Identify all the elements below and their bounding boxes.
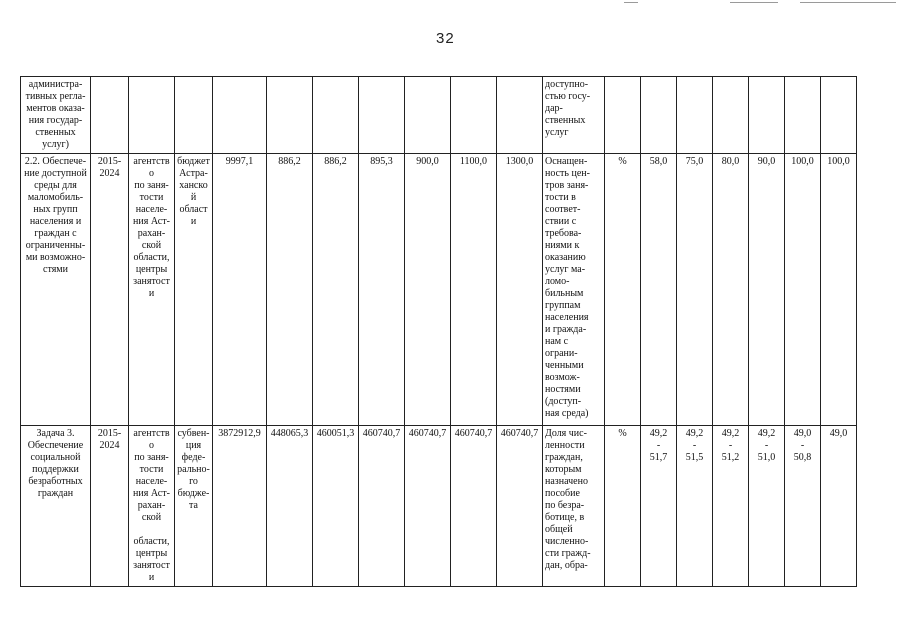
year-amount-cell: 460740,7: [451, 426, 497, 587]
unit-cell: %: [605, 154, 641, 426]
measure-name-cell: Задача 3. Обеспечение социальной поддержки безработных граждан: [21, 426, 91, 587]
year-amount-cell: 460740,7: [497, 426, 543, 587]
target-value-cell: 75,0: [677, 154, 713, 426]
empty-cell: [641, 77, 677, 154]
period-cell: 2015- 2024: [91, 426, 129, 587]
funding-source-cell: субвен- ция феде- рально- го бюдже- та: [175, 426, 213, 587]
year-amount-cell: 886,2: [267, 154, 313, 426]
empty-cell: [129, 77, 175, 154]
empty-cell: [713, 77, 749, 154]
target-value-cell: 49,2 - 51,2: [713, 426, 749, 587]
year-amount-cell: 448065,3: [267, 426, 313, 587]
indicator-cell: Оснащен- ность цен- тров заня- тости в соответ- ствии с требова- ниями к оказанию услуг ма- ломо- бильным группам населения и гражда- нам с ограни- ченными возмож- ностями (доступ- ная среда): [543, 154, 605, 426]
target-value-cell: 90,0: [749, 154, 785, 426]
empty-cell: [405, 77, 451, 154]
target-value-cell: 49,0 - 50,8: [785, 426, 821, 587]
total-amount-cell: 9997,1: [213, 154, 267, 426]
year-amount-cell: 895,3: [359, 154, 405, 426]
empty-cell: [359, 77, 405, 154]
scan-mark: [800, 2, 896, 3]
funding-source-cell: бюджет Астра- ханской области: [175, 154, 213, 426]
indicator-cell: доступно- стью госу- дар- ственных услуг: [543, 77, 605, 154]
target-value-cell: 100,0: [821, 154, 857, 426]
year-amount-cell: 460051,3: [313, 426, 359, 587]
scan-mark: [730, 2, 778, 3]
empty-cell: [213, 77, 267, 154]
empty-cell: [91, 77, 129, 154]
scan-mark: [624, 2, 638, 3]
empty-cell: [267, 77, 313, 154]
year-amount-cell: 886,2: [313, 154, 359, 426]
target-value-cell: 49,2 - 51,5: [677, 426, 713, 587]
table-row-continuation: [21, 77, 857, 154]
measure-name-cell: администра- тивных регла- ментов оказа- ния государ- ственных услуг): [21, 77, 91, 154]
empty-cell: [313, 77, 359, 154]
target-value-cell: 100,0: [785, 154, 821, 426]
table-row-task-3: [21, 426, 857, 587]
unit-cell: %: [605, 426, 641, 587]
target-value-cell: 58,0: [641, 154, 677, 426]
executor-cell: агентство по заня- тости населе- ния Аст- рахан- ской области, центры занятости: [129, 154, 175, 426]
empty-cell: [605, 77, 641, 154]
page-number: 32: [436, 30, 455, 47]
empty-cell: [749, 77, 785, 154]
program-table: [20, 76, 857, 587]
year-amount-cell: 460740,7: [359, 426, 405, 587]
year-amount-cell: 1300,0: [497, 154, 543, 426]
year-amount-cell: 1100,0: [451, 154, 497, 426]
empty-cell: [821, 77, 857, 154]
empty-cell: [677, 77, 713, 154]
executor-cell: агентство по заня- тости населе- ния Аст- рахан- ской области, центры занятости: [129, 426, 175, 587]
empty-cell: [785, 77, 821, 154]
year-amount-cell: 900,0: [405, 154, 451, 426]
target-value-cell: 49,2 - 51,7: [641, 426, 677, 587]
empty-cell: [451, 77, 497, 154]
target-value-cell: 49,0: [821, 426, 857, 587]
empty-cell: [497, 77, 543, 154]
target-value-cell: 49,2 - 51,0: [749, 426, 785, 587]
year-amount-cell: 460740,7: [405, 426, 451, 587]
measure-name-cell: 2.2. Обеспече- ние доступной среды для маломобиль- ных групп населения и граждан с ограниченны- ми возможно- стями: [21, 154, 91, 426]
empty-cell: [175, 77, 213, 154]
target-value-cell: 80,0: [713, 154, 749, 426]
table-row-2-2: [21, 154, 857, 426]
indicator-cell: Доля чис- ленности граждан, которым назначено пособие по безра- ботице, в общей численно- сти гражд- дан, обра-: [543, 426, 605, 587]
total-amount-cell: 3872912,9: [213, 426, 267, 587]
period-cell: 2015- 2024: [91, 154, 129, 426]
